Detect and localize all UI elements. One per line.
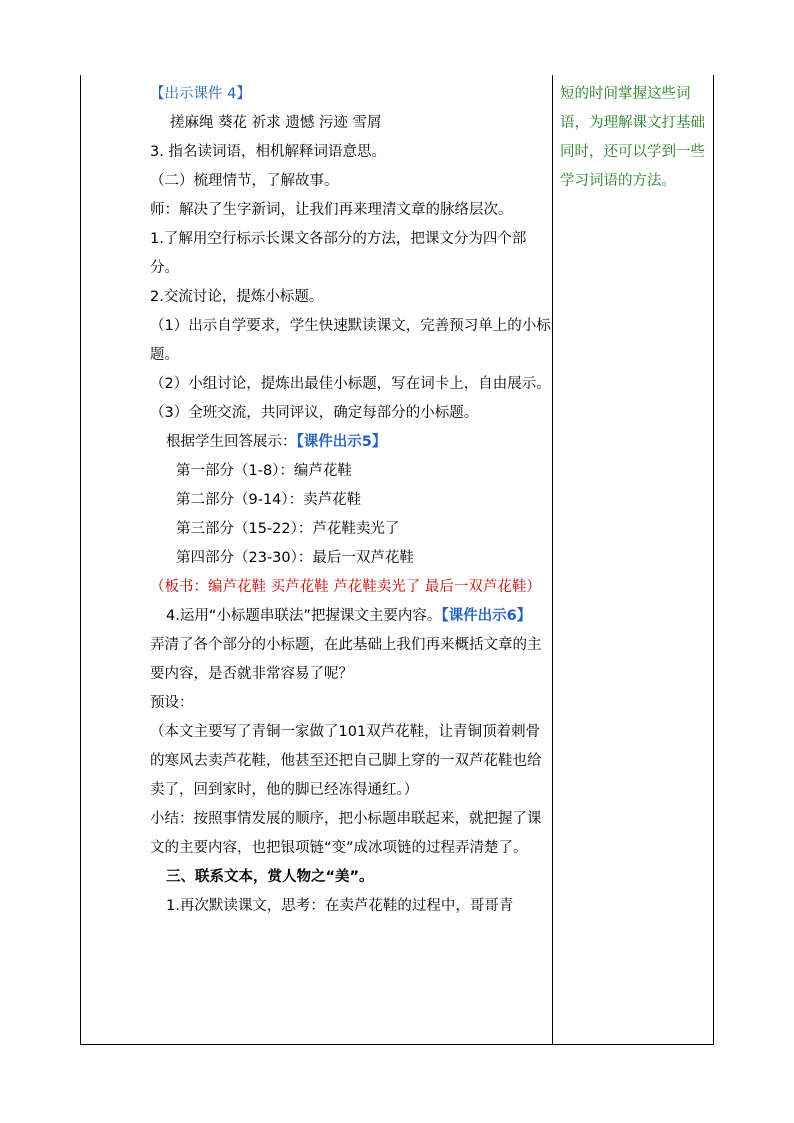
lesson-line: 师：解决了生字新词，让我们再来理清文章的脉络层次。 — [150, 202, 513, 218]
lesson-line: 3. 指名读词语，相机解释词语意思。 — [150, 144, 386, 160]
lesson-line-segment: 】 — [236, 86, 251, 102]
lesson-line: 第一部分（1-8）：编芦花鞋 — [176, 463, 352, 479]
table-border-left — [80, 75, 81, 1045]
lesson-line: （2）小组讨论，提炼出最佳小标题，写在词卡上，自由展示。 — [150, 376, 551, 392]
lesson-line-segment: 根据学生回答展示： — [166, 434, 297, 450]
lesson-line: （1）出示自学要求，学生快速默读课文，完善预习单上的小标题。 — [150, 318, 551, 363]
lesson-line: 第二部分（9-14）：卖芦花鞋 — [176, 492, 362, 508]
lesson-line-segment: 4 — [227, 86, 237, 102]
lesson-line-segment: 【课件出示5】 — [296, 434, 387, 450]
lesson-line: 第四部分（23-30）：最后一双芦花鞋 — [176, 550, 414, 566]
lesson-line — [150, 80, 552, 109]
lesson-line: 1.了解用空行标示长课文各部分的方法，把课文分为四个部分。 — [150, 231, 527, 276]
lesson-line-segment: 【出示课件 — [150, 86, 228, 102]
lesson-line: 2.交流讨论，提炼小标题。 — [150, 289, 324, 305]
lesson-line: （本文主要写了青铜一家做了101双芦花鞋，让青铜顶着刺骨的寒风去卖芦花鞋，他甚至还把自己脚上穿的一双芦花鞋也给卖了，回到家时，他的脚已经冻得通红。） — [150, 724, 542, 798]
lesson-content — [150, 80, 552, 921]
lesson-line — [150, 602, 552, 631]
lesson-line: （3）全班交流，共同评议，确定每部分的小标题。 — [150, 405, 479, 421]
lesson-line: 1.再次默读课文，思考：在卖芦花鞋的过程中，哥哥青 — [166, 898, 514, 914]
table-divider-main — [552, 75, 553, 1045]
lesson-line: （板书：编芦花鞋 买芦花鞋 芦花鞋卖光了 最后一双芦花鞋） — [150, 579, 541, 595]
lesson-line: 搓麻绳 葵花 祈求 遗憾 污迹 雪屑 — [170, 115, 382, 131]
lesson-line: （二）梳理情节，了解故事。 — [150, 173, 339, 189]
lesson-line-segment: 【课件出示6】 — [441, 608, 532, 624]
table-border-bottom — [80, 1044, 714, 1045]
lesson-line: 弄清了各个部分的小标题，在此基础上我们再来概括文章的主要内容，是否就非常容易了呢？ — [150, 637, 542, 682]
lesson-line: 三、联系文本，赏人物之“美”。 — [166, 869, 374, 885]
table-divider-note — [713, 75, 714, 1045]
lesson-line: 预设： — [150, 695, 194, 711]
design-note: 短的时间掌握这些词语，为理解课文打基础同时，还可以学到一些学习词语的方法。 — [560, 86, 705, 189]
lesson-line — [150, 428, 552, 457]
lesson-line-segment: 4.运用“小标题串联法”把握课文主要内容。 — [166, 608, 442, 624]
lesson-line: 小结：按照事情发展的顺序，把小标题串联起来，就把握了课文的主要内容，也把银项链“变”成冰项链的过程弄清楚了。 — [150, 811, 542, 856]
lesson-line: 第三部分（15-22）：芦花鞋卖光了 — [176, 521, 400, 537]
